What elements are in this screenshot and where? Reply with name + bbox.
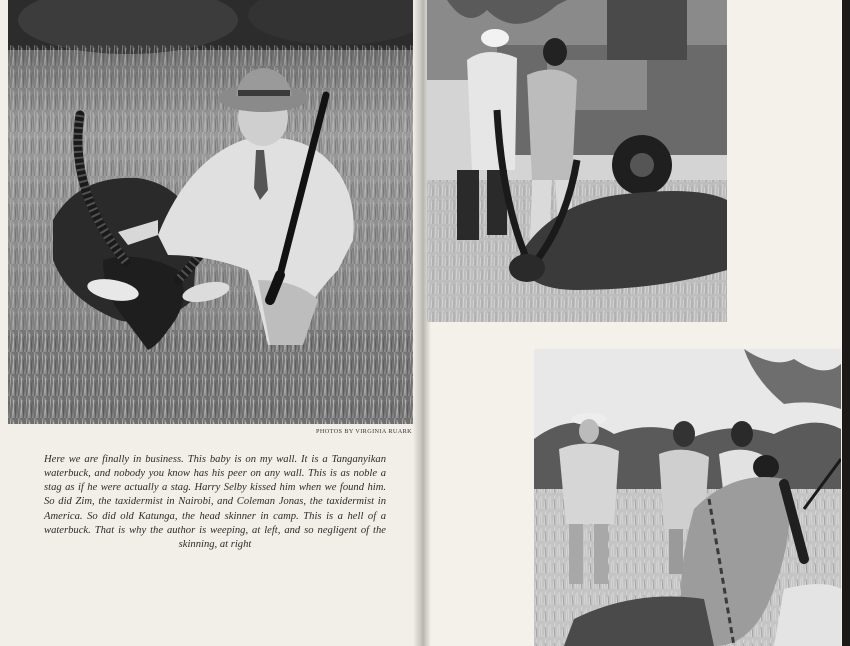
photo-skinning-scene: [534, 349, 841, 646]
page-edge: [842, 0, 850, 646]
photo-men-with-waterbuck: [427, 0, 727, 322]
photo-hunter-with-waterbuck: [8, 0, 413, 424]
photo-credit: PHOTOS BY VIRGINIA RUARK: [316, 428, 412, 435]
photo-caption: Here we are finally in business. This baby is on my wall. It is a Tanganyikan waterbuck, and nobody you know has his peer on any wall. This is as noble a stag as if he were actually a stag. Harry Selby kissed him when we found him. So did Zim, the taxidermist in Nairobi, and Coleman Jonas, the taxidermist in America. So did old Katunga, the head skinner in camp. This is a hell of a waterbuck. That is why the author is weeping, at left, and so negligent of the skinning, at right: [44, 453, 386, 551]
